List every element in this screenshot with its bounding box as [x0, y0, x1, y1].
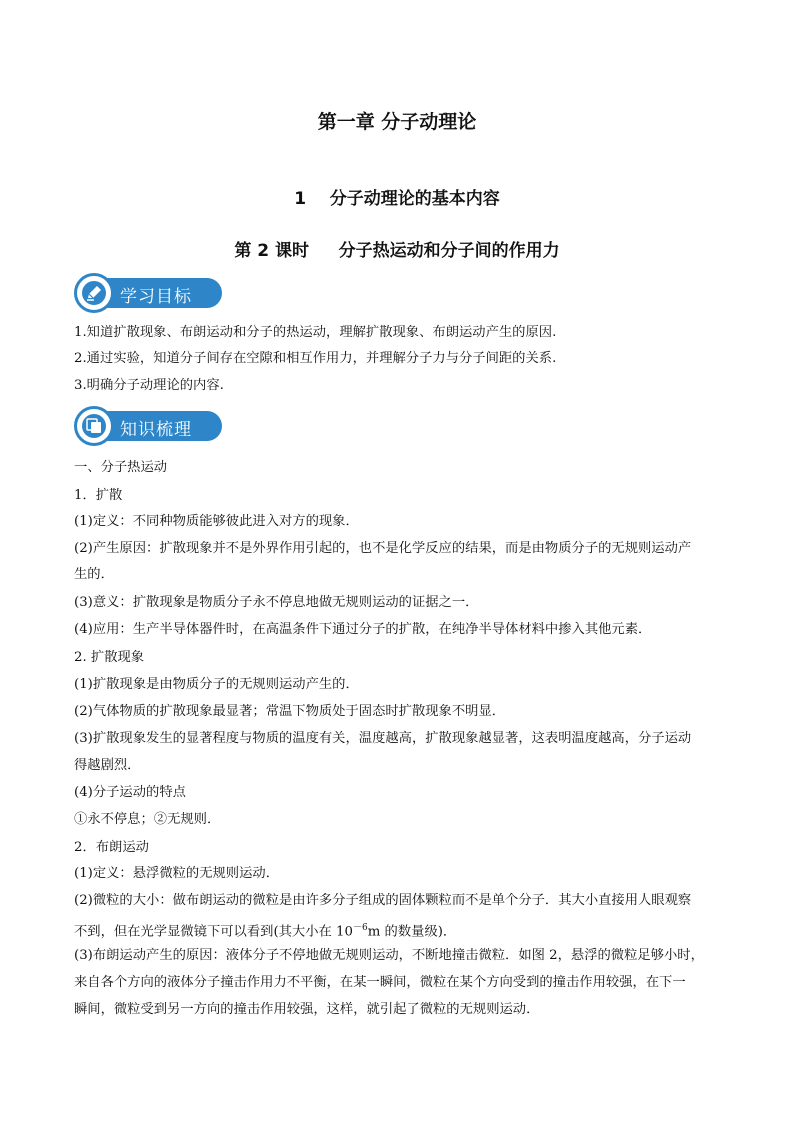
phenomenon-3-line2: 得越剧烈． — [74, 758, 141, 773]
heading-diffusion: 1．扩散 — [74, 488, 123, 503]
knowledge-badge — [72, 406, 222, 444]
brownian-definition: (1)定义：悬浮微粒的无规则运动． — [74, 866, 279, 881]
documents-icon — [85, 417, 103, 435]
diffusion-definition: (1)定义：不同种物质能够彼此进入对方的现象． — [74, 514, 359, 529]
objectives-badge-label: 学习目标 — [120, 287, 192, 307]
chapter-title: 第一章 分子动理论 — [317, 111, 477, 133]
brownian-size-line2: 不到，但在光学显微镜下可以看到(其大小在 $10^{-6}m$ 的数量级)． — [74, 923, 457, 940]
phenomenon-3-line1: (3)扩散现象发生的显著程度与物质的温度有关，温度越高，扩散现象越显著，这表明温度越高，分子运动 — [74, 731, 692, 746]
brownian-cause-line1: (3)布朗运动产生的原因：液体分子不停地做无规则运动，不断地撞击微粒．如图 2，悬浮的微粒足够小时， — [74, 948, 704, 963]
heading-diffusion-phenomenon: 2. 扩散现象 — [74, 650, 145, 665]
diffusion-cause-line1: (2)产生原因：扩散现象并不是外界作用引起的，也不是化学反应的结果，而是由物质分子的无规则运动产 — [74, 541, 692, 556]
heading-molecular-thermal-motion: 一、分子热运动 — [74, 460, 168, 475]
diffusion-meaning: (3)意义：扩散现象是物质分子永不停息地做无规则运动的证据之一． — [74, 595, 479, 610]
phenomenon-4: (4)分子运动的特点 — [74, 785, 186, 800]
objective-1: 1.知道扩散现象、布朗运动和分子的热运动，理解扩散现象、布朗运动产生的原因. — [74, 325, 557, 340]
pencil-icon — [85, 284, 103, 302]
section-title: 1 分子动理论的基本内容 — [294, 189, 500, 209]
heading-brownian-motion: 2．布朗运动 — [74, 840, 149, 855]
objective-2: 2.通过实验，知道分子间存在空隙和相互作用力，并理解分子力与分子间距的关系. — [74, 351, 557, 366]
phenomenon-5: ①永不停息；②无规则． — [74, 812, 221, 827]
phenomenon-1: (1)扩散现象是由物质分子的无规则运动产生的． — [74, 677, 359, 692]
lesson-title: 第 2 课时 分子热运动和分子间的作用力 — [234, 241, 560, 261]
brownian-cause-line2: 来自各个方向的液体分子撞击作用力不平衡，在某一瞬间，微粒在某个方向受到的撞击作用较强，在下一 — [74, 975, 686, 990]
exponent: －6 — [352, 923, 368, 933]
diffusion-cause-line2: 生的． — [74, 567, 114, 582]
phenomenon-2: (2)气体物质的扩散现象最显著；常温下物质处于固态时扩散现象不明显． — [74, 704, 506, 719]
brownian-size-line1: (2)微粒的大小：做布朗运动的微粒是由许多分子组成的固体颗粒而不是单个分子．其大小直接用人眼观察 — [74, 893, 692, 908]
objectives-badge — [72, 273, 222, 311]
diffusion-application: (4)应用：生产半导体器件时，在高温条件下通过分子的扩散，在纯净半导体材料中掺入其他元素． — [74, 622, 652, 637]
objective-3: 3.明确分子动理论的内容. — [74, 378, 224, 393]
brownian-cause-line3: 瞬间，微粒受到另一方向的撞击作用较强，这样，就引起了微粒的无规则运动． — [74, 1002, 540, 1017]
knowledge-badge-label: 知识梳理 — [120, 420, 192, 440]
